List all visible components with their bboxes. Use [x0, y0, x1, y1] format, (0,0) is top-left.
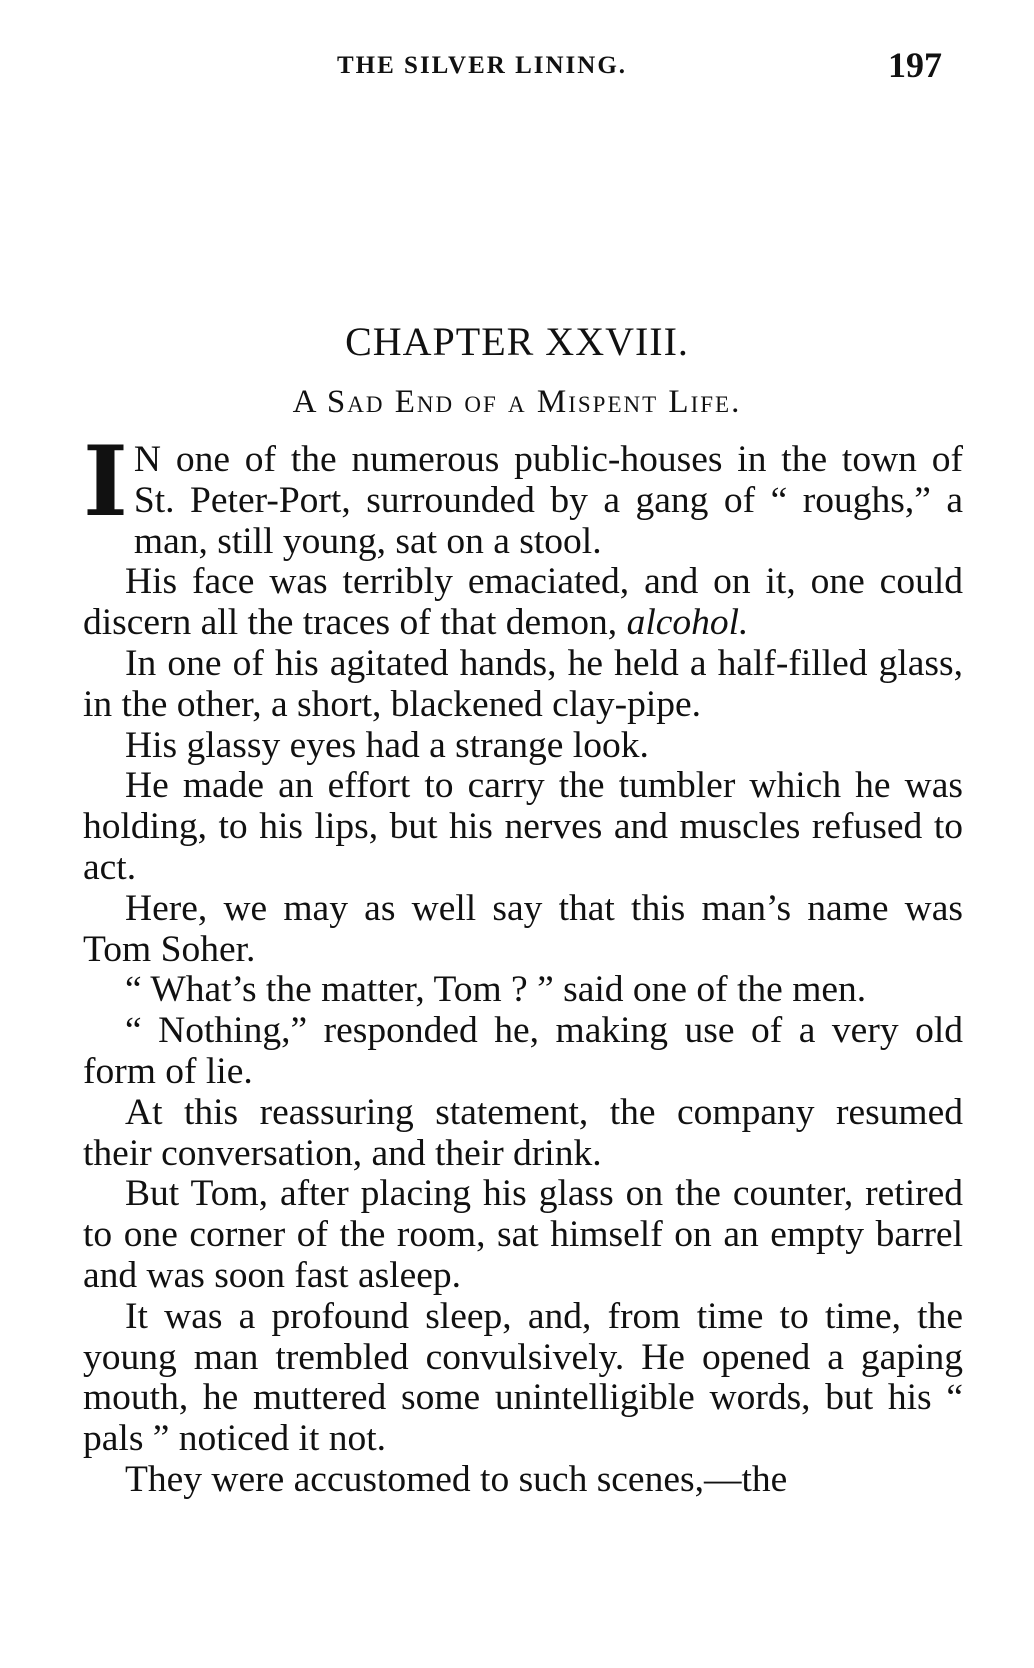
- paragraph: It was a profound sleep, and, from time to time, the young man trembled convulsively. He opened a gaping mouth, he muttered some unintelligible words, but his “ pals ” noticed it not.: [83, 1295, 963, 1460]
- paragraph: “ What’s the matter, Tom ? ” said one of the men.: [125, 969, 867, 1011]
- chapter-title: CHAPTER XXVIII.: [345, 319, 689, 364]
- paragraph-text: one of the numerous public-houses in the town of St. Peter-Port, surrounded by a gang of “ roughs,” a man, still young, sat on a stool.: [133, 439, 963, 562]
- paragraph: In one of his agitated hands, he held a half-filled glass, in the other, a short, blackened clay-pipe.: [83, 642, 963, 725]
- page-header: [0, 44, 1034, 84]
- paragraph: His glassy eyes had a strange look.: [125, 724, 649, 766]
- drop-cap-initial: I: [83, 425, 128, 538]
- paragraph: But Tom, after placing his glass on the counter, retired to one corner of the room, sat himself on an empty barrel and was soon fast asleep.: [83, 1173, 963, 1296]
- paragraph-text: His face was terribly emaciated, and on it, one could discern all the traces of that demon,: [83, 561, 963, 644]
- chapter-body: [83, 425, 963, 1501]
- page-number: 197: [888, 45, 942, 85]
- paragraph: “ Nothing,” responded he, making use of a very old form of lie.: [83, 1010, 963, 1092]
- running-title: THE SILVER LINING.: [337, 52, 628, 79]
- chapter-subtitle: A Sad End of a Mispent Life.: [292, 384, 742, 420]
- paragraph: [83, 425, 963, 562]
- paragraph: He made an effort to carry the tumbler which he was holding, to his lips, but his nerves and muscles refused to act.: [83, 765, 963, 888]
- drop-cap-continuation: N: [133, 439, 161, 480]
- paragraph: [83, 562, 963, 644]
- paragraph: Here, we may as well say that this man’s name was Tom Soher.: [83, 887, 963, 970]
- paragraph: At this reassuring statement, the company resumed their conversation, and their drink.: [83, 1091, 963, 1174]
- emphasized-word: alcohol.: [626, 602, 749, 644]
- paragraph: They were accustomed to such scenes,—the: [125, 1458, 788, 1500]
